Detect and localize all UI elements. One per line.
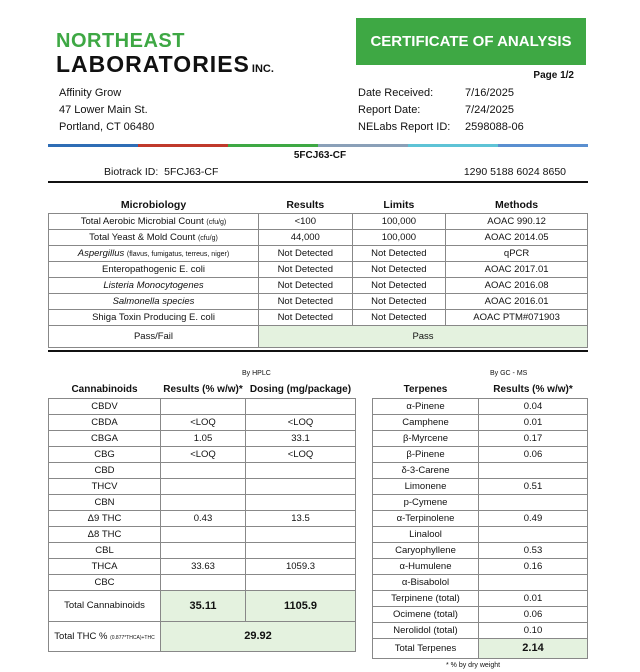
terpene-name: α-Bisabolol <box>373 574 479 590</box>
biotrack-value: 5FCJ63-CF <box>164 166 219 178</box>
cannabinoid-row <box>49 558 356 574</box>
micro-result: Not Detected <box>259 293 353 309</box>
cannabinoid-row <box>49 478 356 494</box>
total-thc-row <box>49 621 356 651</box>
micro-result: 44,000 <box>259 229 353 245</box>
micro-row <box>49 213 588 229</box>
micro-method: AOAC 2017.01 <box>446 261 588 277</box>
terpene-total-result: 0.01 <box>479 590 588 606</box>
terpene-row <box>373 558 588 574</box>
color-divider <box>48 144 588 147</box>
microbiology-table <box>48 197 588 348</box>
col-cannabinoids: Cannabinoids <box>71 384 138 396</box>
total-thc-formula: (0.877*THCA)+THC <box>110 634 155 641</box>
logo-line1: NORTHEAST <box>56 30 185 52</box>
client-name: Affinity Grow <box>59 87 122 99</box>
cannabinoid-dosing <box>246 478 356 494</box>
terpene-row <box>373 398 588 414</box>
col-dosing: Dosing (mg/package) <box>249 384 352 396</box>
micro-row <box>49 277 588 293</box>
cannabinoid-row <box>49 494 356 510</box>
total-terpenes-row <box>373 638 588 658</box>
terpene-result <box>479 574 588 590</box>
cannabinoid-dosing: 13.5 <box>246 510 356 526</box>
micro-method: AOAC PTM#071903 <box>446 309 588 325</box>
micro-test-cell <box>49 309 259 325</box>
report-info <box>358 85 524 136</box>
cannabinoid-name: CBD <box>49 462 161 478</box>
terpene-name: α-Terpinolene <box>373 510 479 526</box>
biotrack-id <box>104 166 218 178</box>
total-thc-label-cell <box>49 621 161 651</box>
terpene-row <box>373 510 588 526</box>
cannabinoid-name: CBG <box>49 446 161 462</box>
cannabinoid-name: Δ8 THC <box>49 526 161 542</box>
micro-test-cell <box>49 293 259 309</box>
terpene-result <box>479 526 588 542</box>
cannabinoid-name: Δ9 THC <box>49 510 161 526</box>
micro-bottom-rule <box>48 350 588 352</box>
micro-limit: Not Detected <box>352 309 446 325</box>
hplc-note: By HPLC <box>242 370 271 377</box>
color-segment <box>228 144 318 147</box>
micro-limit: Not Detected <box>352 261 446 277</box>
terpene-result: 0.53 <box>479 542 588 558</box>
cannabinoid-result <box>161 526 246 542</box>
terpene-total-row <box>373 590 588 606</box>
micro-result: Not Detected <box>259 277 353 293</box>
micro-row <box>49 293 588 309</box>
color-segment <box>318 144 408 147</box>
color-segment <box>48 144 138 147</box>
terpene-name: δ-3-Carene <box>373 462 479 478</box>
cannabinoid-name: CBL <box>49 542 161 558</box>
cannabinoid-result <box>161 494 246 510</box>
terpene-result: 0.06 <box>479 446 588 462</box>
terpene-row <box>373 574 588 590</box>
color-segment <box>498 144 588 147</box>
cannabinoid-row <box>49 510 356 526</box>
cannabinoid-dosing: 33.1 <box>246 430 356 446</box>
logo-inc: INC. <box>251 63 274 75</box>
micro-row <box>49 245 588 261</box>
micro-test-name: Salmonella species <box>112 295 195 307</box>
total-thc-label: Total THC % <box>54 630 108 642</box>
pass-fail-label: Pass/Fail <box>49 325 259 347</box>
total-terpenes-value: 2.14 <box>479 638 588 658</box>
cannabinoid-dosing <box>246 526 356 542</box>
terpene-row <box>373 478 588 494</box>
cannabinoid-row <box>49 574 356 590</box>
micro-test-cell <box>49 229 259 245</box>
col-microbiology: Microbiology <box>49 197 259 213</box>
logo-line2 <box>56 52 306 81</box>
terpene-row <box>373 526 588 542</box>
cannabinoid-result: 1.05 <box>161 430 246 446</box>
terpene-result: 0.49 <box>479 510 588 526</box>
total-cannabinoids-label: Total Cannabinoids <box>49 590 161 621</box>
terpene-result: 0.17 <box>479 430 588 446</box>
cannabinoid-dosing <box>246 398 356 414</box>
terpene-total-name: Ocimene (total) <box>373 606 479 622</box>
cannabinoid-result: 33.63 <box>161 558 246 574</box>
cannabinoid-row <box>49 398 356 414</box>
terpene-row <box>373 414 588 430</box>
micro-limit: 100,000 <box>352 229 446 245</box>
col-limits: Limits <box>352 197 446 213</box>
cannabinoid-result <box>161 462 246 478</box>
total-cannabinoids-dosing: 1105.9 <box>246 590 356 621</box>
cannabinoid-dosing: 1059.3 <box>246 558 356 574</box>
micro-test-cell <box>49 277 259 293</box>
micro-test-name: Total Aerobic Microbial Count <box>80 215 204 227</box>
footnote: * % by dry weight <box>446 662 501 669</box>
pass-fail-row <box>49 325 588 347</box>
cannabinoid-result <box>161 542 246 558</box>
terpene-row <box>373 542 588 558</box>
col-terpenes: Terpenes <box>403 384 448 396</box>
lab-logo <box>56 30 306 81</box>
terpene-total-row <box>373 622 588 638</box>
total-thc-value: 29.92 <box>161 621 356 651</box>
cannabinoid-row <box>49 430 356 446</box>
cannabinoid-result <box>161 398 246 414</box>
cannabinoid-dosing <box>246 574 356 590</box>
report-date: 7/24/2025 <box>465 104 514 116</box>
cannabinoid-result <box>161 478 246 494</box>
micro-result: Not Detected <box>259 261 353 277</box>
micro-limit: 100,000 <box>352 213 446 229</box>
biotrack-label: Biotrack ID: <box>104 166 159 178</box>
col-methods: Methods <box>446 197 588 213</box>
micro-result: <100 <box>259 213 353 229</box>
terpene-row <box>373 430 588 446</box>
micro-test-cell <box>49 245 259 261</box>
client-city: Portland, CT 06480 <box>59 121 155 133</box>
terpene-name: Caryophyllene <box>373 542 479 558</box>
terpene-result: 0.04 <box>479 398 588 414</box>
terpene-result <box>479 462 588 478</box>
date-received-label: Date Received: <box>358 87 434 99</box>
terpene-name: β-Pinene <box>373 446 479 462</box>
cannabinoid-dosing <box>246 462 356 478</box>
terpene-name: p-Cymene <box>373 494 479 510</box>
cannabinoid-result: 0.43 <box>161 510 246 526</box>
sample-id: 5FCJ63-CF <box>293 150 347 161</box>
cannabinoid-dosing <box>246 542 356 558</box>
terpene-result: 0.16 <box>479 558 588 574</box>
cannabinoid-row <box>49 446 356 462</box>
col-terp-results: Results (% w/w)* <box>493 384 573 396</box>
gcms-note: By GC - MS <box>490 370 528 377</box>
cannabinoid-name: CBN <box>49 494 161 510</box>
cannabinoid-dosing <box>246 494 356 510</box>
biotrack-number: 1290 5188 6024 8650 <box>463 166 566 178</box>
terpene-result <box>479 494 588 510</box>
cannabinoid-name: CBC <box>49 574 161 590</box>
report-date-label: Report Date: <box>358 104 421 116</box>
terpene-name: α-Humulene <box>373 558 479 574</box>
cannabinoid-result: <LOQ <box>161 446 246 462</box>
terpene-name: β-Myrcene <box>373 430 479 446</box>
terpene-row <box>373 446 588 462</box>
cannabinoid-name: THCA <box>49 558 161 574</box>
report-id: 2598088-06 <box>465 121 524 133</box>
terpene-total-result: 0.06 <box>479 606 588 622</box>
col-results: Results <box>259 197 353 213</box>
micro-row <box>49 229 588 245</box>
micro-method: AOAC 2014.05 <box>446 229 588 245</box>
terpene-total-name: Nerolidol (total) <box>373 622 479 638</box>
cannabinoid-name: CBDA <box>49 414 161 430</box>
terpene-name: Limonene <box>373 478 479 494</box>
terpene-row <box>373 494 588 510</box>
terpene-name: Camphene <box>373 414 479 430</box>
terpenes-table <box>372 382 588 659</box>
page-number: Page 1/2 <box>533 70 574 81</box>
micro-result: Not Detected <box>259 245 353 261</box>
color-segment <box>408 144 498 147</box>
terpene-total-result: 0.10 <box>479 622 588 638</box>
client-street: 47 Lower Main St. <box>59 104 148 116</box>
micro-test-cell <box>49 213 259 229</box>
report-id-label: NELabs Report ID: <box>358 121 451 133</box>
cannabinoids-table <box>48 382 356 652</box>
terpene-result: 0.01 <box>479 414 588 430</box>
micro-limit: Not Detected <box>352 293 446 309</box>
cannabinoid-row <box>49 542 356 558</box>
micro-method: AOAC 990.12 <box>446 213 588 229</box>
micro-method: AOAC 2016.08 <box>446 277 588 293</box>
col-canna-results: Results (% w/w)* <box>163 384 243 396</box>
micro-test-name: Shiga Toxin Producing E. coli <box>92 311 215 323</box>
cannabinoid-dosing: <LOQ <box>246 446 356 462</box>
micro-test-cell <box>49 261 259 277</box>
date-received: 7/16/2025 <box>465 87 514 99</box>
micro-row <box>49 261 588 277</box>
total-cannabinoids-result: 35.11 <box>161 590 246 621</box>
terpene-total-name: Terpinene (total) <box>373 590 479 606</box>
terpene-total-row <box>373 606 588 622</box>
micro-test-name: Total Yeast & Mold Count <box>89 231 196 243</box>
cannabinoid-row <box>49 462 356 478</box>
micro-test-unit: (flavus, fumigatus, terreus, niger) <box>126 250 230 258</box>
cannabinoid-row <box>49 414 356 430</box>
micro-test-name: Aspergillus <box>77 247 125 259</box>
micro-method: AOAC 2016.01 <box>446 293 588 309</box>
micro-result: Not Detected <box>259 309 353 325</box>
client-address <box>59 85 154 136</box>
total-cannabinoids-row <box>49 590 356 621</box>
terpene-result: 0.51 <box>479 478 588 494</box>
terpene-row <box>373 462 588 478</box>
logo-line2-text: LABORATORIES <box>56 51 250 77</box>
terpene-name: Linalool <box>373 526 479 542</box>
total-terpenes-label: Total Terpenes <box>373 638 479 658</box>
cannabinoid-row <box>49 526 356 542</box>
pass-fail-value: Pass <box>259 325 588 347</box>
micro-test-unit: (cfu/g) <box>197 234 218 242</box>
terpene-name: α-Pinene <box>373 398 479 414</box>
cannabinoid-name: CBDV <box>49 398 161 414</box>
micro-limit: Not Detected <box>352 277 446 293</box>
micro-test-name: Listeria Monocytogenes <box>103 279 204 291</box>
color-segment <box>138 144 228 147</box>
micro-test-unit: (cfu/g) <box>206 218 227 226</box>
micro-row <box>49 309 588 325</box>
cannabinoid-name: THCV <box>49 478 161 494</box>
cannabinoid-result: <LOQ <box>161 414 246 430</box>
micro-test-name: Enteropathogenic E. coli <box>102 263 205 275</box>
micro-method: qPCR <box>446 245 588 261</box>
cannabinoid-dosing: <LOQ <box>246 414 356 430</box>
coa-banner: CERTIFICATE OF ANALYSIS <box>356 18 586 65</box>
biotrack-row <box>48 163 588 183</box>
micro-limit: Not Detected <box>352 245 446 261</box>
cannabinoid-result <box>161 574 246 590</box>
cannabinoid-name: CBGA <box>49 430 161 446</box>
